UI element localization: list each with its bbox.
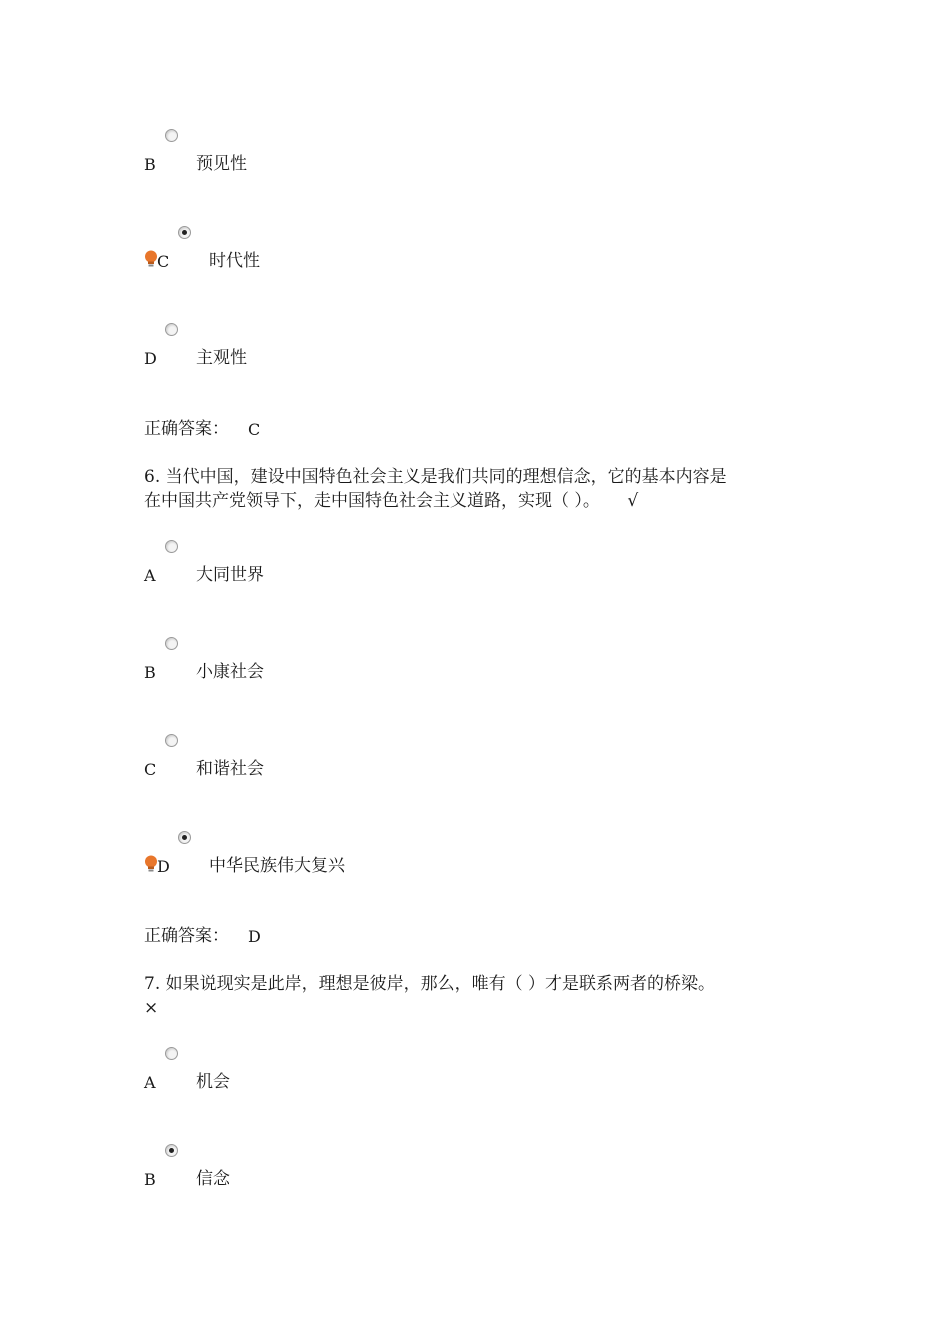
correct-answer-label: 正确答案： <box>144 926 229 946</box>
option-letter: C <box>144 760 157 779</box>
lightbulb-icon <box>144 855 158 873</box>
radio-option-a[interactable] <box>165 540 178 553</box>
option-text: 大同世界 <box>196 565 264 585</box>
option-text: 小康社会 <box>196 662 264 682</box>
option-letter: D <box>157 857 170 876</box>
option-letter: D <box>144 349 157 368</box>
result-correct-mark: √ <box>627 491 639 511</box>
question-number: 6. <box>144 467 161 487</box>
option-text: 信念 <box>196 1169 230 1189</box>
radio-option-b[interactable] <box>165 1144 178 1157</box>
question-6-text <box>144 465 814 513</box>
correct-answer-label: 正确答案： <box>144 419 229 439</box>
option-letter: B <box>144 1170 156 1189</box>
radio-option-b[interactable] <box>165 637 178 650</box>
result-wrong-mark: × <box>144 998 159 1018</box>
lightbulb-icon <box>144 250 158 268</box>
option-text: 中华民族伟大复兴 <box>209 856 345 876</box>
option-text: 主观性 <box>196 348 247 368</box>
radio-option-a[interactable] <box>165 1047 178 1060</box>
option-letter: C <box>157 252 170 271</box>
option-letter: B <box>144 663 156 682</box>
question-number: 7. <box>144 974 161 994</box>
question-line-1: 当代中国，建设中国特色社会主义是我们共同的理想信念，它的基本内容是 <box>165 467 727 487</box>
option-text: 时代性 <box>209 251 260 271</box>
radio-option-b[interactable] <box>165 129 178 142</box>
option-text: 预见性 <box>196 154 247 174</box>
correct-answer-value: C <box>248 420 261 439</box>
question-line-1: 如果说现实是此岸，理想是彼岸，那么，唯有（ ）才是联系两者的桥梁。 <box>165 974 716 994</box>
option-text: 和谐社会 <box>196 759 264 779</box>
option-text: 机会 <box>196 1072 230 1092</box>
radio-option-d[interactable] <box>165 323 178 336</box>
question-7-text <box>144 972 824 1020</box>
radio-option-d[interactable] <box>178 831 191 844</box>
option-letter: A <box>144 1073 156 1092</box>
correct-answer-value: D <box>248 927 261 946</box>
question-line-2: 在中国共产党领导下，走中国特色社会主义道路，实现（ ）。 <box>144 491 600 511</box>
radio-option-c[interactable] <box>178 226 191 239</box>
radio-option-c[interactable] <box>165 734 178 747</box>
option-letter: A <box>144 566 156 585</box>
option-letter: B <box>144 155 156 174</box>
